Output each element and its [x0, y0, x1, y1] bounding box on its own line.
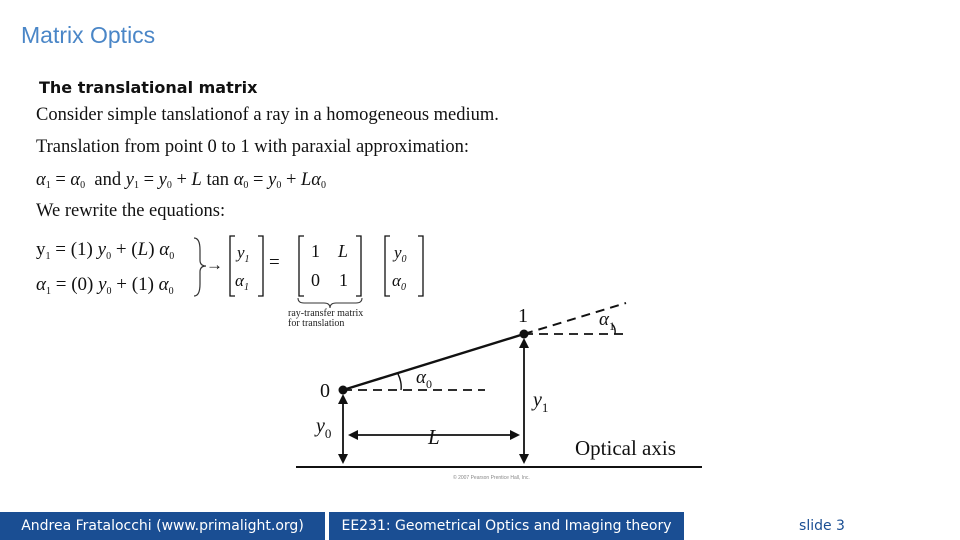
- body-line-2: Translation from point 0 to 1 with paraxial approximation:: [36, 137, 469, 157]
- svg-text:y1 = (1) y0 + (L) α0: $y_1 = (1) y_0 + (L)$ $\alpha_0$: [36, 239, 175, 262]
- svg-text:=: =: [269, 252, 280, 273]
- footer-course: EE231: Geometrical Optics and Imaging theory: [329, 512, 684, 540]
- copyright-text: © 2007 Pearson Prentice Hall, Inc.: [453, 475, 530, 481]
- svg-text:0: 0: [311, 270, 320, 290]
- point-1-label: 1: [518, 305, 528, 327]
- y1-sub: 1: [541, 400, 549, 415]
- y0-sub: 0: [324, 426, 332, 441]
- svg-text:y0: $y_0$: [394, 243, 407, 265]
- svg-text:y1: $y_1$: [237, 243, 250, 265]
- ray-transfer-label: ray-transfer matrix: [288, 308, 364, 319]
- alpha0-sub: 0: [425, 377, 432, 391]
- y1-label: y: [533, 389, 542, 411]
- svg-text:1: 1: [311, 241, 320, 261]
- alpha1-sub: 1: [608, 319, 615, 333]
- y0-label: y: [316, 415, 325, 437]
- ray-transfer-label-2: for translation: [288, 318, 345, 329]
- svg-text:y0: [314, 415, 331, 441]
- body-line-1: Consider simple tanslationof a ray in a homogeneous medium.: [36, 105, 499, 125]
- svg-text:→: →: [206, 255, 223, 274]
- footer-author: Andrea Fratalocchi (www.primalight.org): [0, 512, 325, 540]
- optical-axis-label: Optical axis: [575, 436, 676, 460]
- svg-text:α0: $\alpha_0$: [392, 271, 406, 293]
- point-0-label: 0: [320, 380, 330, 402]
- svg-text:α1 = (0) y0 + (1) α0: $\alpha_1 = (0) y_0 + (1)$ $\alpha_0$: [36, 274, 174, 297]
- footer-bar: [0, 512, 960, 540]
- body-line-3: We rewrite the equations:: [36, 201, 226, 221]
- alpha0-label: α: [416, 367, 426, 388]
- section-heading: The translational matrix: [39, 78, 258, 97]
- alpha1-label: α: [599, 309, 609, 330]
- svg-text:1: 1: [339, 270, 348, 290]
- svg-text:α0: [416, 367, 432, 391]
- svg-text:L: L: [338, 241, 349, 261]
- svg-text:y1: [531, 389, 548, 415]
- slide-number: slide 3: [684, 512, 960, 540]
- translation-diagram: [290, 296, 710, 486]
- svg-text:α1: [599, 309, 615, 333]
- svg-text:α1: $\alpha_1$: [235, 271, 249, 293]
- L-label: L: [428, 425, 440, 449]
- equation-line: $\alpha_1 = \alpha_0$ and $y_1 = y_0 + L$ $\tan \alpha_0 = y_0 + L\alpha_0$: [36, 170, 326, 191]
- slide-title: Matrix Optics: [21, 22, 156, 48]
